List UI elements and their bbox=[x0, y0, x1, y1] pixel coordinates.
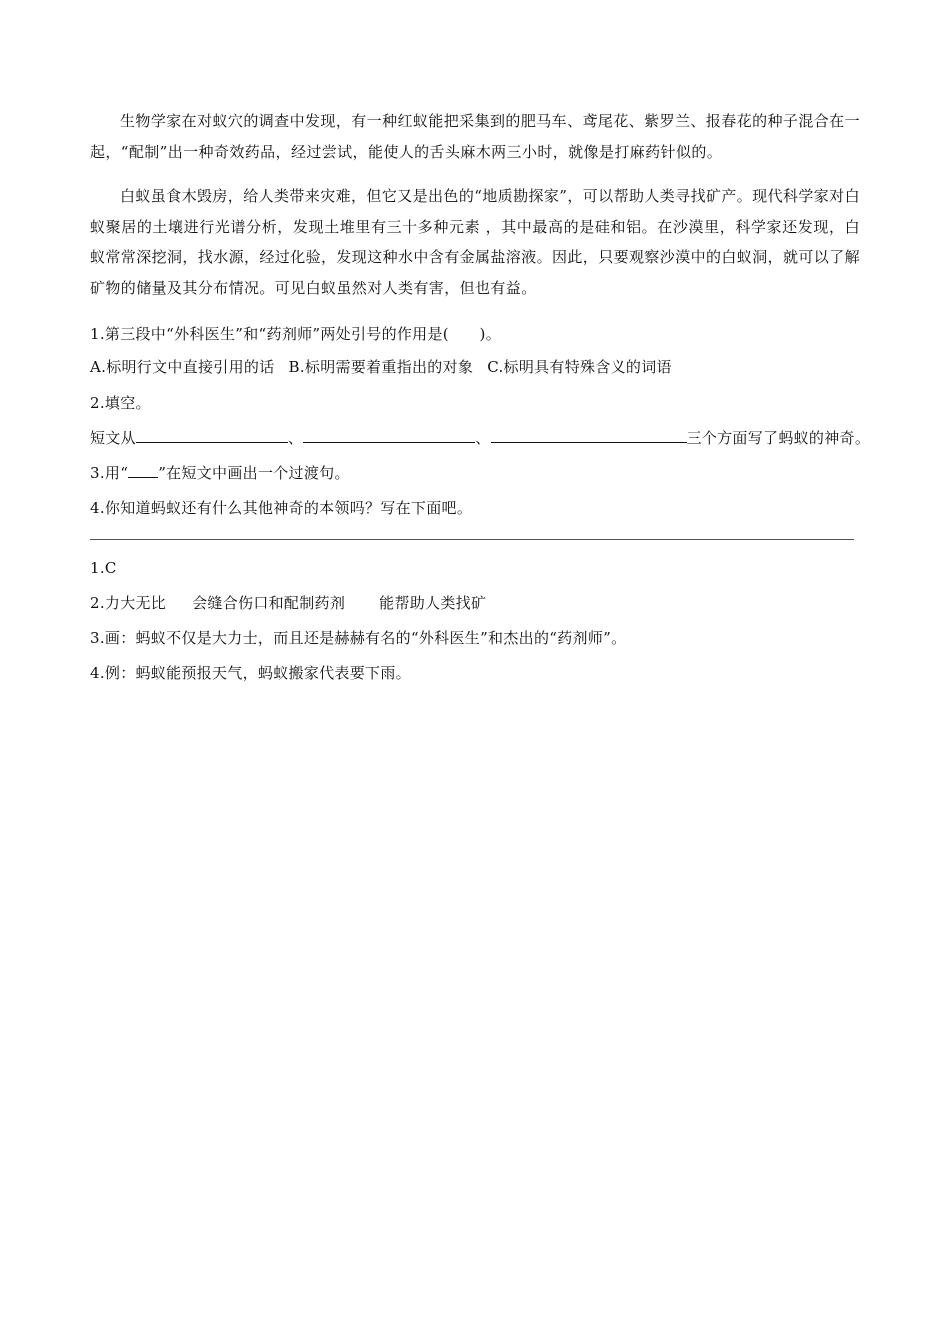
fill-prefix: 短文从 bbox=[90, 429, 136, 447]
separator: 、 bbox=[475, 429, 491, 447]
answer-blank-1[interactable] bbox=[136, 427, 288, 443]
option-b: B.标明需要着重指出的对象 bbox=[288, 358, 474, 376]
q3-prefix: 3.用“ bbox=[90, 464, 129, 482]
underline-sample bbox=[128, 462, 158, 478]
option-a: A.标明行文中直接引用的话 bbox=[90, 358, 275, 376]
answer-4: 4.例：蚂蚁能预报天气，蚂蚁搬家代表要下雨。 bbox=[90, 664, 411, 682]
passage-paragraph-termites: 白蚁虽食木毁房，给人类带来灾难，但它又是出色的“地质勘探家”，可以帮助人类寻找矿产。现代科学家对白蚁聚居的土壤进行光谱分析，发现土堆里有三十多种元素 ，其中最高的是硅和铝。在沙漠里，科学家还发现，白蚁常常深挖洞，找水源，经过化验，发现这种水中含有金属盐溶液。因此，只要观察沙漠中的白蚁洞，就可以了解矿物的储量及其分布情况。可见白蚁虽然对人类有害，但也有益。 bbox=[90, 187, 861, 297]
answer-divider bbox=[90, 539, 854, 540]
answer-2 bbox=[90, 592, 486, 614]
answer-2-item-3: 能帮助人类找矿 bbox=[379, 594, 487, 612]
question-4: 4.你知道蚂蚁还有什么其他神奇的本领吗？写在下面吧。 bbox=[90, 499, 473, 517]
answer-2-item-1: 2.力大无比 bbox=[90, 594, 167, 612]
answer-2-item-2: 会缝合伤口和配制药剂 bbox=[192, 594, 346, 612]
answer-1: 1.C bbox=[90, 559, 117, 577]
question-3 bbox=[90, 462, 350, 484]
question-2: 2.填空。 bbox=[90, 394, 151, 412]
answer-blank-2[interactable] bbox=[303, 427, 475, 443]
question-1-options bbox=[90, 356, 672, 378]
fill-suffix: 三个方面写了蚂蚁的神奇。 bbox=[686, 429, 871, 447]
question-2-fill-line bbox=[90, 427, 870, 449]
option-c: C.标明具有特殊含义的词语 bbox=[487, 358, 672, 376]
answer-blank-3[interactable] bbox=[491, 427, 687, 443]
answer-3: 3.画：蚂蚁不仅是大力士，而且还是赫赫有名的“外科医生”和杰出的“药剂师”。 bbox=[90, 629, 627, 647]
passage-paragraph-red-ants: 生物学家在对蚁穴的调查中发现，有一种红蚁能把采集到的肥马车、鸢尾花、紫罗兰、报春花的种子混合在一起，“配制”出一种奇效药品，经过尝试，能使人的舌头麻木两三小时，就像是打麻药针似的。 bbox=[90, 112, 860, 161]
q3-suffix: ”在短文中画出一个过渡句。 bbox=[158, 464, 350, 482]
separator: 、 bbox=[287, 429, 304, 447]
question-1: 1.第三段中“外科医生”和“药剂师”两处引号的作用是( )。 bbox=[90, 325, 501, 343]
